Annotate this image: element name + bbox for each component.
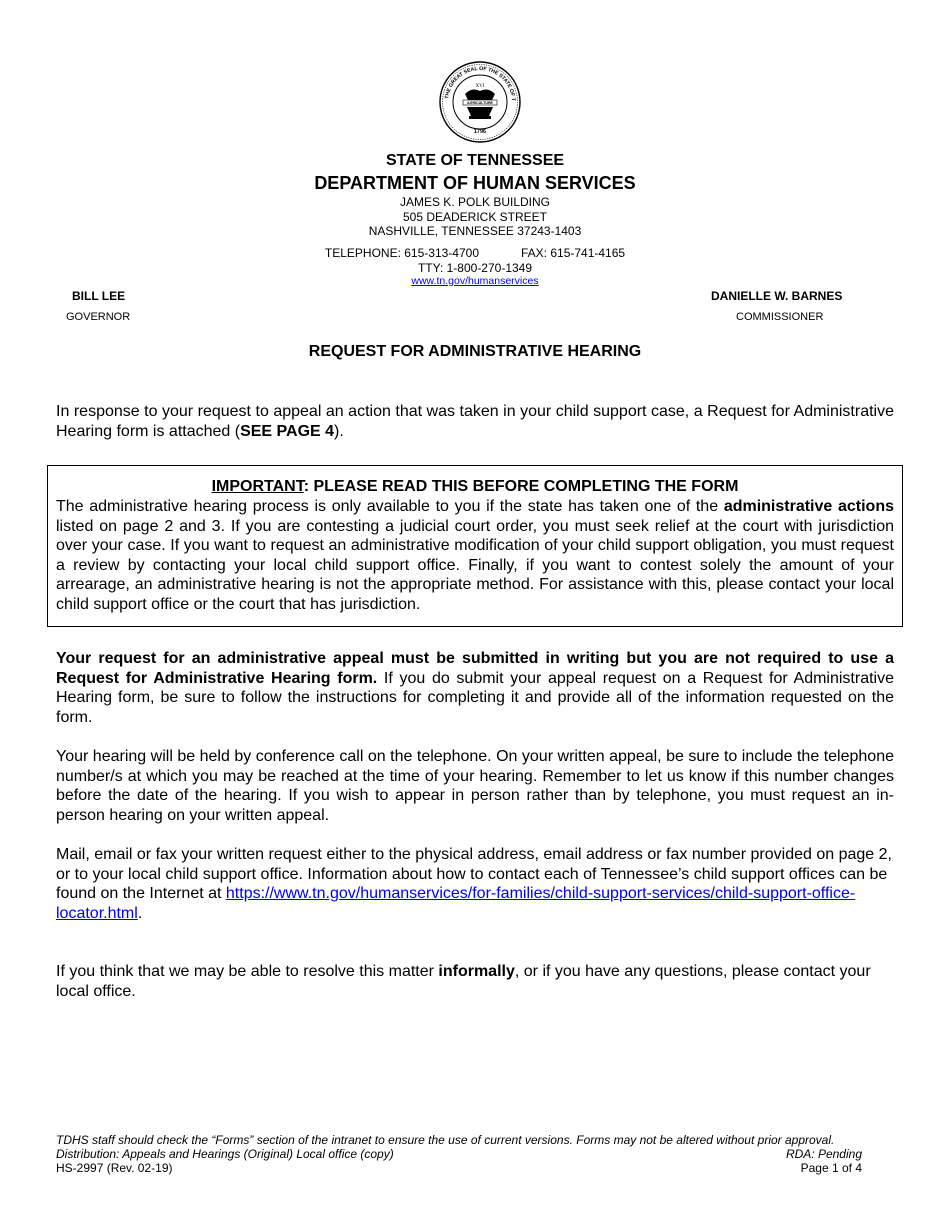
website-link[interactable]: www.tn.gov/humanservices bbox=[411, 275, 539, 287]
footer-note: TDHS staff should check the “Forms” section of the intranet to ensure the use of current versions. Forms may not be altered without prior approval. bbox=[56, 1133, 835, 1147]
important-text: The administrative hearing process is only available to you if the state has taken one of the administrative actions listed on page 2 and 3. If you are contesting a judicial court order, you must seek relief at the court with jurisdiction over your case. If you want to request an administrative modification of your child support obligation, you must request a review by contacting your local child support office. Finally, if you want to contest solely the amount of your arrearage, an administrative hearing is not the appropriate method. For assistance with this, please contact your local child support office or the court that has jurisdiction. bbox=[56, 498, 895, 613]
address-building: JAMES K. POLK BUILDING bbox=[399, 195, 551, 209]
footer-distribution: Distribution: Appeals and Hearings (Original) Local office (copy) bbox=[56, 1147, 394, 1161]
seal-banner: AGRICULTURE bbox=[467, 101, 493, 106]
intro-paragraph: In response to your request to appeal an action that was taken in your child support case, a Request for Administrative Hearing form is attached (SEE PAGE 4). bbox=[56, 403, 894, 440]
form-number: HS-2997 (Rev. 02-19) bbox=[56, 1161, 173, 1175]
contact-line bbox=[0, 246, 950, 260]
written-request-paragraph: Your request for an administrative appeal must be submitted in writing but you are not required to use a Request for Administrative Hearing form. If you do submit your appeal request on a Request for Administrative Hearing form, be sure to follow the instructions for completing it and provide all of the information requested on the form. bbox=[56, 650, 894, 726]
address-block bbox=[0, 195, 950, 239]
governor-name: BILL LEE bbox=[72, 289, 126, 303]
informal-paragraph: If you think that we may be able to resolve this matter informally, or if you have any questions, please contact your local office. bbox=[56, 963, 871, 1000]
address-city: NASHVILLE, TENNESSEE 37243-1403 bbox=[368, 224, 582, 238]
governor-title: GOVERNOR bbox=[66, 311, 131, 323]
telephone: TELEPHONE: 615-313-4700 bbox=[324, 246, 479, 260]
department-name: DEPARTMENT OF HUMAN SERVICES bbox=[314, 173, 636, 193]
website bbox=[0, 275, 950, 287]
commissioner-title: COMMISSIONER bbox=[736, 311, 824, 323]
commissioner-name: DANIELLE W. BARNES bbox=[711, 289, 843, 303]
office-locator-link[interactable]: https://www.tn.gov/humanservices/for-families/child-support-services/child-support-office-locator.html bbox=[56, 885, 856, 922]
seal-roman: XVI bbox=[475, 84, 485, 89]
footer-form-line bbox=[56, 1161, 862, 1175]
important-heading: IMPORTANT: PLEASE READ THIS BEFORE COMPLETING THE FORM bbox=[211, 478, 739, 495]
state-name: STATE OF TENNESSEE bbox=[385, 152, 565, 169]
page-title: REQUEST FOR ADMINISTRATIVE HEARING bbox=[308, 343, 642, 360]
mail-paragraph: Mail, email or fax your written request either to the physical address, email address or fax number provided on page 2, or to your local child support office. Information about how to contact each of Tennessee’s child support offices can be found on the Internet at https://www.tn.gov/humanservices/for-families/child-support-services/child-support-office-locator.html. bbox=[56, 846, 892, 922]
address-street: 505 DEADERICK STREET bbox=[402, 209, 548, 224]
seal-year: 1796 bbox=[473, 129, 487, 135]
footer-rda: RDA: Pending bbox=[785, 1147, 862, 1161]
fax: FAX: 615-741-4165 bbox=[521, 246, 626, 260]
seal-ring-text: THE GREAT SEAL OF THE STATE OF T bbox=[444, 65, 517, 102]
footer-distribution-line bbox=[56, 1147, 862, 1161]
state-seal-icon bbox=[439, 60, 521, 144]
hearing-paragraph: Your hearing will be held by conference call on the telephone. On your written appeal, be sure to include the telephone number/s at which you may be reached at the time of your hearing. Remember to let us know if this number changes before the date of the hearing. If you wish to appear in person rather than by telephone, you must request an in-person hearing on your written appeal. bbox=[56, 748, 894, 824]
tty: TTY: 1-800-270-1349 bbox=[417, 261, 533, 275]
page-number: Page 1 of 4 bbox=[800, 1161, 862, 1175]
